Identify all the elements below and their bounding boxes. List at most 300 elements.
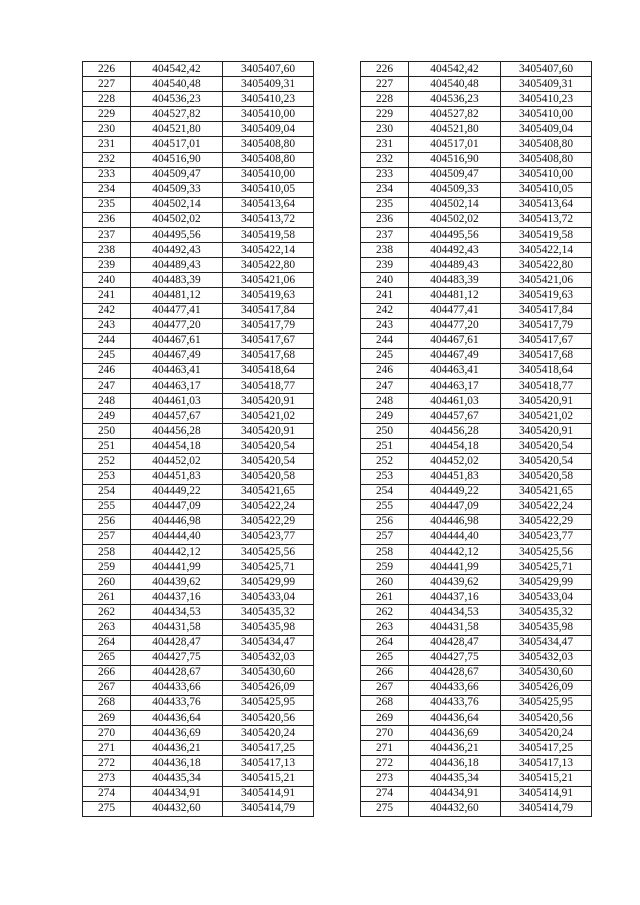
y-coordinate-cell: 3405420,91 xyxy=(223,424,314,439)
y-coordinate-cell: 3405417,67 xyxy=(501,333,592,348)
y-coordinate-cell: 3405410,00 xyxy=(223,167,314,182)
table-row xyxy=(361,590,592,605)
y-coordinate-cell: 3405435,32 xyxy=(223,605,314,620)
y-coordinate-cell: 3405413,72 xyxy=(501,212,592,227)
point-number-cell: 256 xyxy=(83,514,131,529)
y-coordinate-cell: 3405434,47 xyxy=(223,635,314,650)
y-coordinate-cell: 3405410,23 xyxy=(501,92,592,107)
table-row xyxy=(361,484,592,499)
x-coordinate-cell: 404436,21 xyxy=(131,741,223,756)
x-coordinate-cell: 404492,43 xyxy=(409,243,501,258)
table-row xyxy=(361,620,592,635)
point-number-cell: 266 xyxy=(361,665,409,680)
table-row xyxy=(361,273,592,288)
y-coordinate-cell: 3405420,91 xyxy=(501,424,592,439)
y-coordinate-cell: 3405408,80 xyxy=(501,137,592,152)
x-coordinate-cell: 404536,23 xyxy=(409,92,501,107)
table-row xyxy=(83,801,314,816)
point-number-cell: 264 xyxy=(361,635,409,650)
y-coordinate-cell: 3405414,79 xyxy=(501,801,592,816)
x-coordinate-cell: 404483,39 xyxy=(131,273,223,288)
x-coordinate-cell: 404456,28 xyxy=(131,424,223,439)
point-number-cell: 275 xyxy=(361,801,409,816)
y-coordinate-cell: 3405429,99 xyxy=(223,575,314,590)
x-coordinate-cell: 404434,53 xyxy=(409,605,501,620)
point-number-cell: 239 xyxy=(83,258,131,273)
table-row xyxy=(361,409,592,424)
point-number-cell: 256 xyxy=(361,514,409,529)
point-number-cell: 246 xyxy=(83,363,131,378)
x-coordinate-cell: 404436,21 xyxy=(409,741,501,756)
x-coordinate-cell: 404495,56 xyxy=(131,228,223,243)
y-coordinate-cell: 3405425,56 xyxy=(223,545,314,560)
y-coordinate-cell: 3405420,56 xyxy=(501,711,592,726)
table-row xyxy=(83,741,314,756)
x-coordinate-cell: 404435,34 xyxy=(409,771,501,786)
point-number-cell: 240 xyxy=(361,273,409,288)
x-coordinate-cell: 404428,47 xyxy=(409,635,501,650)
x-coordinate-cell: 404436,69 xyxy=(409,726,501,741)
y-coordinate-cell: 3405419,58 xyxy=(223,228,314,243)
y-coordinate-cell: 3405414,79 xyxy=(223,801,314,816)
point-number-cell: 275 xyxy=(83,801,131,816)
point-number-cell: 271 xyxy=(361,741,409,756)
table-row xyxy=(83,318,314,333)
point-number-cell: 251 xyxy=(361,439,409,454)
table-row xyxy=(83,575,314,590)
x-coordinate-cell: 404467,49 xyxy=(409,348,501,363)
x-coordinate-cell: 404461,03 xyxy=(409,394,501,409)
table-row xyxy=(83,560,314,575)
x-coordinate-cell: 404542,42 xyxy=(409,62,501,77)
table-row xyxy=(83,182,314,197)
y-coordinate-cell: 3405422,80 xyxy=(223,258,314,273)
x-coordinate-cell: 404441,99 xyxy=(131,560,223,575)
x-coordinate-cell: 404442,12 xyxy=(409,545,501,560)
point-number-cell: 229 xyxy=(83,107,131,122)
table-row xyxy=(83,258,314,273)
y-coordinate-cell: 3405410,23 xyxy=(223,92,314,107)
x-coordinate-cell: 404449,22 xyxy=(409,484,501,499)
x-coordinate-cell: 404437,16 xyxy=(131,590,223,605)
point-number-cell: 263 xyxy=(83,620,131,635)
table-row xyxy=(83,107,314,122)
y-coordinate-cell: 3405409,04 xyxy=(223,122,314,137)
table-row xyxy=(83,665,314,680)
x-coordinate-cell: 404477,41 xyxy=(409,303,501,318)
y-coordinate-cell: 3405417,25 xyxy=(501,741,592,756)
x-coordinate-cell: 404452,02 xyxy=(131,454,223,469)
x-coordinate-cell: 404489,43 xyxy=(409,258,501,273)
x-coordinate-cell: 404427,75 xyxy=(131,650,223,665)
coordinate-table-left-body xyxy=(83,62,314,817)
x-coordinate-cell: 404495,56 xyxy=(409,228,501,243)
table-row xyxy=(361,741,592,756)
x-coordinate-cell: 404483,39 xyxy=(409,273,501,288)
x-coordinate-cell: 404444,40 xyxy=(409,529,501,544)
y-coordinate-cell: 3405417,68 xyxy=(501,348,592,363)
table-row xyxy=(83,590,314,605)
point-number-cell: 226 xyxy=(361,62,409,77)
point-number-cell: 234 xyxy=(83,182,131,197)
table-row xyxy=(361,243,592,258)
y-coordinate-cell: 3405420,91 xyxy=(501,394,592,409)
y-coordinate-cell: 3405429,99 xyxy=(501,575,592,590)
y-coordinate-cell: 3405420,54 xyxy=(501,454,592,469)
y-coordinate-cell: 3405409,31 xyxy=(223,77,314,92)
y-coordinate-cell: 3405409,31 xyxy=(501,77,592,92)
table-row xyxy=(83,409,314,424)
x-coordinate-cell: 404467,49 xyxy=(131,348,223,363)
point-number-cell: 248 xyxy=(83,394,131,409)
table-row xyxy=(83,620,314,635)
table-row xyxy=(83,771,314,786)
point-number-cell: 243 xyxy=(83,318,131,333)
point-number-cell: 235 xyxy=(83,197,131,212)
point-number-cell: 237 xyxy=(83,228,131,243)
coordinate-tables xyxy=(82,61,595,817)
x-coordinate-cell: 404439,62 xyxy=(131,575,223,590)
point-number-cell: 257 xyxy=(361,529,409,544)
point-number-cell: 234 xyxy=(361,182,409,197)
x-coordinate-cell: 404454,18 xyxy=(409,439,501,454)
point-number-cell: 247 xyxy=(83,378,131,393)
point-number-cell: 260 xyxy=(83,575,131,590)
point-number-cell: 244 xyxy=(361,333,409,348)
point-number-cell: 226 xyxy=(83,62,131,77)
x-coordinate-cell: 404439,62 xyxy=(409,575,501,590)
point-number-cell: 230 xyxy=(83,122,131,137)
x-coordinate-cell: 404542,42 xyxy=(131,62,223,77)
point-number-cell: 258 xyxy=(83,545,131,560)
table-row xyxy=(83,243,314,258)
x-coordinate-cell: 404436,64 xyxy=(131,711,223,726)
point-number-cell: 273 xyxy=(361,771,409,786)
table-row xyxy=(361,77,592,92)
point-number-cell: 232 xyxy=(83,152,131,167)
x-coordinate-cell: 404447,09 xyxy=(131,499,223,514)
y-coordinate-cell: 3405425,95 xyxy=(501,695,592,710)
y-coordinate-cell: 3405417,13 xyxy=(501,756,592,771)
table-row xyxy=(83,424,314,439)
table-row xyxy=(83,363,314,378)
point-number-cell: 233 xyxy=(361,167,409,182)
y-coordinate-cell: 3405409,04 xyxy=(501,122,592,137)
y-coordinate-cell: 3405418,77 xyxy=(223,378,314,393)
table-row xyxy=(361,469,592,484)
x-coordinate-cell: 404432,60 xyxy=(131,801,223,816)
table-row xyxy=(361,107,592,122)
point-number-cell: 271 xyxy=(83,741,131,756)
point-number-cell: 231 xyxy=(83,137,131,152)
table-row xyxy=(361,182,592,197)
point-number-cell: 240 xyxy=(83,273,131,288)
table-row xyxy=(83,726,314,741)
table-row xyxy=(361,152,592,167)
x-coordinate-cell: 404441,99 xyxy=(409,560,501,575)
point-number-cell: 269 xyxy=(83,711,131,726)
table-row xyxy=(361,288,592,303)
x-coordinate-cell: 404527,82 xyxy=(131,107,223,122)
point-number-cell: 261 xyxy=(361,590,409,605)
point-number-cell: 274 xyxy=(83,786,131,801)
y-coordinate-cell: 3405413,64 xyxy=(501,197,592,212)
point-number-cell: 259 xyxy=(361,560,409,575)
y-coordinate-cell: 3405417,79 xyxy=(223,318,314,333)
y-coordinate-cell: 3405420,24 xyxy=(501,726,592,741)
y-coordinate-cell: 3405426,09 xyxy=(223,680,314,695)
x-coordinate-cell: 404451,83 xyxy=(131,469,223,484)
table-row xyxy=(83,529,314,544)
y-coordinate-cell: 3405423,77 xyxy=(223,529,314,544)
table-row xyxy=(361,439,592,454)
x-coordinate-cell: 404436,64 xyxy=(409,711,501,726)
point-number-cell: 238 xyxy=(83,243,131,258)
x-coordinate-cell: 404502,02 xyxy=(131,212,223,227)
table-row xyxy=(83,394,314,409)
coordinate-table-left xyxy=(82,61,314,817)
point-number-cell: 253 xyxy=(83,469,131,484)
x-coordinate-cell: 404434,91 xyxy=(409,786,501,801)
table-row xyxy=(361,212,592,227)
y-coordinate-cell: 3405408,80 xyxy=(501,152,592,167)
table-row xyxy=(83,635,314,650)
y-coordinate-cell: 3405421,06 xyxy=(223,273,314,288)
table-row xyxy=(83,212,314,227)
y-coordinate-cell: 3405426,09 xyxy=(501,680,592,695)
y-coordinate-cell: 3405422,14 xyxy=(223,243,314,258)
table-row xyxy=(361,363,592,378)
y-coordinate-cell: 3405420,54 xyxy=(501,439,592,454)
y-coordinate-cell: 3405420,58 xyxy=(501,469,592,484)
point-number-cell: 250 xyxy=(83,424,131,439)
y-coordinate-cell: 3405432,03 xyxy=(223,650,314,665)
table-row xyxy=(361,92,592,107)
y-coordinate-cell: 3405417,84 xyxy=(223,303,314,318)
x-coordinate-cell: 404516,90 xyxy=(131,152,223,167)
table-row xyxy=(361,635,592,650)
table-row xyxy=(83,439,314,454)
point-number-cell: 270 xyxy=(83,726,131,741)
y-coordinate-cell: 3405414,91 xyxy=(501,786,592,801)
table-row xyxy=(83,92,314,107)
point-number-cell: 245 xyxy=(83,348,131,363)
point-number-cell: 272 xyxy=(361,756,409,771)
table-row xyxy=(83,288,314,303)
y-coordinate-cell: 3405419,63 xyxy=(223,288,314,303)
x-coordinate-cell: 404481,12 xyxy=(131,288,223,303)
x-coordinate-cell: 404521,80 xyxy=(409,122,501,137)
y-coordinate-cell: 3405419,58 xyxy=(501,228,592,243)
y-coordinate-cell: 3405410,05 xyxy=(223,182,314,197)
y-coordinate-cell: 3405435,98 xyxy=(501,620,592,635)
x-coordinate-cell: 404463,41 xyxy=(131,363,223,378)
y-coordinate-cell: 3405425,56 xyxy=(501,545,592,560)
point-number-cell: 259 xyxy=(83,560,131,575)
table-row xyxy=(83,122,314,137)
y-coordinate-cell: 3405425,95 xyxy=(223,695,314,710)
x-coordinate-cell: 404449,22 xyxy=(131,484,223,499)
x-coordinate-cell: 404477,20 xyxy=(131,318,223,333)
y-coordinate-cell: 3405421,65 xyxy=(501,484,592,499)
table-row xyxy=(361,560,592,575)
table-row xyxy=(361,695,592,710)
y-coordinate-cell: 3405420,56 xyxy=(223,711,314,726)
point-number-cell: 270 xyxy=(361,726,409,741)
x-coordinate-cell: 404427,75 xyxy=(409,650,501,665)
x-coordinate-cell: 404509,47 xyxy=(131,167,223,182)
table-row xyxy=(361,786,592,801)
table-row xyxy=(361,575,592,590)
x-coordinate-cell: 404517,01 xyxy=(131,137,223,152)
y-coordinate-cell: 3405430,60 xyxy=(501,665,592,680)
table-row xyxy=(83,333,314,348)
x-coordinate-cell: 404428,67 xyxy=(131,665,223,680)
point-number-cell: 272 xyxy=(83,756,131,771)
table-row xyxy=(361,650,592,665)
table-row xyxy=(361,680,592,695)
y-coordinate-cell: 3405408,80 xyxy=(223,152,314,167)
x-coordinate-cell: 404502,14 xyxy=(409,197,501,212)
table-row xyxy=(361,424,592,439)
point-number-cell: 274 xyxy=(361,786,409,801)
y-coordinate-cell: 3405420,91 xyxy=(223,394,314,409)
table-row xyxy=(361,665,592,680)
x-coordinate-cell: 404456,28 xyxy=(409,424,501,439)
y-coordinate-cell: 3405422,29 xyxy=(223,514,314,529)
table-row xyxy=(83,514,314,529)
point-number-cell: 236 xyxy=(361,212,409,227)
x-coordinate-cell: 404492,43 xyxy=(131,243,223,258)
y-coordinate-cell: 3405410,00 xyxy=(501,167,592,182)
x-coordinate-cell: 404432,60 xyxy=(409,801,501,816)
table-row xyxy=(361,394,592,409)
x-coordinate-cell: 404461,03 xyxy=(131,394,223,409)
point-number-cell: 254 xyxy=(83,484,131,499)
table-row xyxy=(361,771,592,786)
x-coordinate-cell: 404433,76 xyxy=(131,695,223,710)
y-coordinate-cell: 3405407,60 xyxy=(501,62,592,77)
y-coordinate-cell: 3405413,64 xyxy=(223,197,314,212)
y-coordinate-cell: 3405432,03 xyxy=(501,650,592,665)
point-number-cell: 265 xyxy=(83,650,131,665)
y-coordinate-cell: 3405420,58 xyxy=(223,469,314,484)
y-coordinate-cell: 3405413,72 xyxy=(223,212,314,227)
point-number-cell: 249 xyxy=(83,409,131,424)
table-row xyxy=(83,273,314,288)
table-row xyxy=(83,711,314,726)
point-number-cell: 261 xyxy=(83,590,131,605)
x-coordinate-cell: 404446,98 xyxy=(131,514,223,529)
coordinate-table-right xyxy=(360,61,592,817)
point-number-cell: 269 xyxy=(361,711,409,726)
y-coordinate-cell: 3405410,05 xyxy=(501,182,592,197)
x-coordinate-cell: 404467,61 xyxy=(131,333,223,348)
x-coordinate-cell: 404509,33 xyxy=(131,182,223,197)
point-number-cell: 255 xyxy=(83,499,131,514)
table-row xyxy=(83,499,314,514)
point-number-cell: 241 xyxy=(83,288,131,303)
y-coordinate-cell: 3405435,32 xyxy=(501,605,592,620)
point-number-cell: 268 xyxy=(361,695,409,710)
x-coordinate-cell: 404489,43 xyxy=(131,258,223,273)
x-coordinate-cell: 404434,91 xyxy=(131,786,223,801)
y-coordinate-cell: 3405417,67 xyxy=(223,333,314,348)
table-row xyxy=(361,228,592,243)
x-coordinate-cell: 404431,58 xyxy=(131,620,223,635)
table-row xyxy=(361,756,592,771)
point-number-cell: 227 xyxy=(361,77,409,92)
table-row xyxy=(83,167,314,182)
point-number-cell: 267 xyxy=(83,680,131,695)
x-coordinate-cell: 404516,90 xyxy=(409,152,501,167)
y-coordinate-cell: 3405421,02 xyxy=(223,409,314,424)
point-number-cell: 241 xyxy=(361,288,409,303)
point-number-cell: 228 xyxy=(361,92,409,107)
point-number-cell: 249 xyxy=(361,409,409,424)
table-row xyxy=(83,454,314,469)
x-coordinate-cell: 404517,01 xyxy=(409,137,501,152)
table-row xyxy=(83,152,314,167)
y-coordinate-cell: 3405417,25 xyxy=(223,741,314,756)
x-coordinate-cell: 404431,58 xyxy=(409,620,501,635)
x-coordinate-cell: 404442,12 xyxy=(131,545,223,560)
x-coordinate-cell: 404477,20 xyxy=(409,318,501,333)
y-coordinate-cell: 3405420,24 xyxy=(223,726,314,741)
table-row xyxy=(83,484,314,499)
point-number-cell: 230 xyxy=(361,122,409,137)
point-number-cell: 227 xyxy=(83,77,131,92)
x-coordinate-cell: 404435,34 xyxy=(131,771,223,786)
x-coordinate-cell: 404447,09 xyxy=(409,499,501,514)
point-number-cell: 254 xyxy=(361,484,409,499)
point-number-cell: 262 xyxy=(83,605,131,620)
y-coordinate-cell: 3405430,60 xyxy=(223,665,314,680)
point-number-cell: 231 xyxy=(361,137,409,152)
point-number-cell: 228 xyxy=(83,92,131,107)
table-row xyxy=(361,605,592,620)
x-coordinate-cell: 404481,12 xyxy=(409,288,501,303)
table-row xyxy=(361,137,592,152)
table-row xyxy=(361,122,592,137)
y-coordinate-cell: 3405417,79 xyxy=(501,318,592,333)
point-number-cell: 267 xyxy=(361,680,409,695)
x-coordinate-cell: 404436,69 xyxy=(131,726,223,741)
x-coordinate-cell: 404436,18 xyxy=(409,756,501,771)
point-number-cell: 237 xyxy=(361,228,409,243)
point-number-cell: 250 xyxy=(361,424,409,439)
table-row xyxy=(361,499,592,514)
x-coordinate-cell: 404452,02 xyxy=(409,454,501,469)
table-row xyxy=(83,650,314,665)
x-coordinate-cell: 404540,48 xyxy=(131,77,223,92)
table-row xyxy=(361,545,592,560)
table-row xyxy=(361,801,592,816)
x-coordinate-cell: 404436,18 xyxy=(131,756,223,771)
table-row xyxy=(83,605,314,620)
y-coordinate-cell: 3405425,71 xyxy=(501,560,592,575)
y-coordinate-cell: 3405415,21 xyxy=(501,771,592,786)
table-row xyxy=(361,454,592,469)
x-coordinate-cell: 404536,23 xyxy=(131,92,223,107)
x-coordinate-cell: 404463,17 xyxy=(409,378,501,393)
x-coordinate-cell: 404463,41 xyxy=(409,363,501,378)
y-coordinate-cell: 3405420,54 xyxy=(223,439,314,454)
y-coordinate-cell: 3405420,54 xyxy=(223,454,314,469)
x-coordinate-cell: 404527,82 xyxy=(409,107,501,122)
y-coordinate-cell: 3405422,29 xyxy=(501,514,592,529)
point-number-cell: 255 xyxy=(361,499,409,514)
